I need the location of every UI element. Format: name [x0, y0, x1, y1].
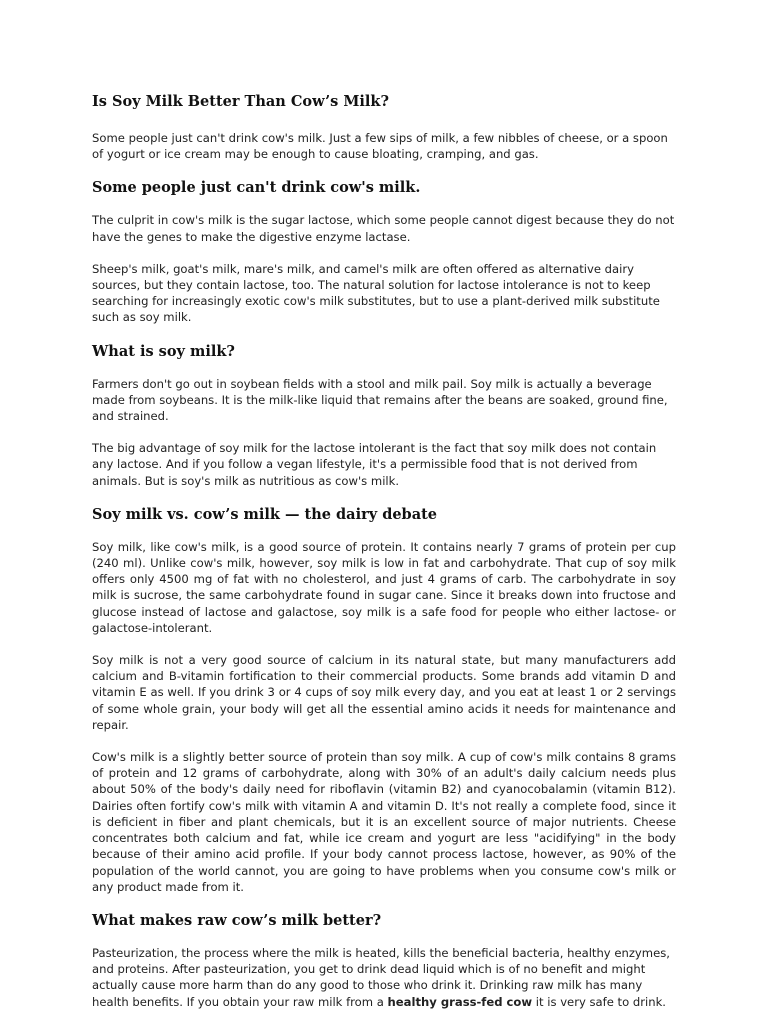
- section-heading-what-is-soy-milk: What is soy milk?: [92, 342, 235, 360]
- paragraph-alternative-dairy: Sheep's milk, goat's milk, mare's milk, and camel's milk are often offered as alternative dairy sources, but they contain lactose, too. The natural solution for lactose intolerance is not to keep searching for increasingly exotic cow's milk substitutes, but to use a plant-derived milk substitute such as soy milk.: [92, 261, 660, 325]
- healthy-grass-fed-cow-emphasis: healthy grass-fed cow: [387, 994, 533, 1009]
- pasteurization-text-end: it is very safe to drink.: [532, 994, 666, 1009]
- paragraph-soy-calcium: Soy milk is not a very good source of calcium in its natural state, but many manufacturers add calcium and B-vitamin fortification to their commercial products. Some brands add vitamin D and vitamin E as well. If you drink 3 or 4 cups of soy milk every day, and you eat at least 1 or 2 servings of some whole grain, your body will get all the essential amino acids it needs for maintenance and repair.: [92, 653, 676, 732]
- intro-paragraph: Some people just can't drink cow's milk. Just a few sips of milk, a few nibbles of cheese, or a spoon of yogurt or ice cream may be enough to cause bloating, cramping, and gas.: [92, 131, 668, 162]
- paragraph-soy-milk-definition: Farmers don't go out in soybean fields with a stool and milk pail. Soy milk is actually a beverage made from soybeans. It is the milk-like liquid that remains after the beans are soaked, ground fine, and strained.: [92, 376, 668, 424]
- document-page: [92, 92, 676, 1026]
- paragraph-pasteurization: [92, 945, 676, 1010]
- section-heading-dairy-debate: Soy milk vs. cow’s milk — the dairy debate: [92, 505, 438, 523]
- paragraph-soy-milk-advantage: The big advantage of soy milk for the lactose intolerant is the fact that soy milk does not contain any lactose. And if you follow a vegan lifestyle, it's a permissible food that is not derived from animals. But is soy's milk as nutritious as cow's milk.: [92, 441, 657, 488]
- paragraph-cow-milk-nutrients: Cow's milk is a slightly better source of protein than soy milk. A cup of cow's milk contains 8 grams of protein and 12 grams of carbohydrate, along with 30% of an adult's daily calcium needs plus about 50% of the body's daily need for riboflavin (vitamin B2) and cyanocobalamin (vitamin B12). Dairies often fortify cow's milk with vitamin A and vitamin D. It's not really a complete food, since it is deficient in fiber and plant chemicals, but it is an excellent source of major nutrients. Cheese concentrates both calcium and fat, while ice cream and yogurt are less "acidifying" in the body because of their amino acid profile. If your body cannot process lactose, however, as 90% of the population of the world cannot, you are going to have problems when you consume cow's milk or any product made from it.: [92, 750, 676, 894]
- paragraph-soy-protein: Soy milk, like cow's milk, is a good source of protein. It contains nearly 7 grams of protein per cup (240 ml). Unlike cow's milk, however, soy milk is low in fat and carbohydrate. That cup of soy milk offers only 4500 mg of fat with no cholesterol, and just 4 grams of carb. The carbohydrate in soy milk is sucrose, the same carbohydrate found in sugar cane. Since it breaks down into fructose and glucose instead of lactose and galactose, soy milk is a safe food for people who either lactose- or galactose-intolerant.: [92, 539, 676, 635]
- pasteurization-text-start: Pasteurization, the process where the milk is heated, kills the beneficial bacteria, healthy enzymes, and proteins. After pasteurization, you get to drink dead liquid which is of no benefit and might actually cause more harm than do any good to those who drink it. Drinking raw milk has many health benefits. If you obtain your raw milk from a: [92, 945, 670, 1009]
- paragraph-culprit-lactose: The culprit in cow's milk is the sugar lactose, which some people cannot digest because they do not have the genes to make the digestive enzyme lactase.: [92, 213, 675, 244]
- section-heading-raw-milk: What makes raw cow’s milk better?: [92, 911, 382, 929]
- section-heading-cant-drink: Some people just can't drink cow's milk.: [92, 179, 421, 197]
- document-title: Is Soy Milk Better Than Cow’s Milk?: [92, 93, 389, 110]
